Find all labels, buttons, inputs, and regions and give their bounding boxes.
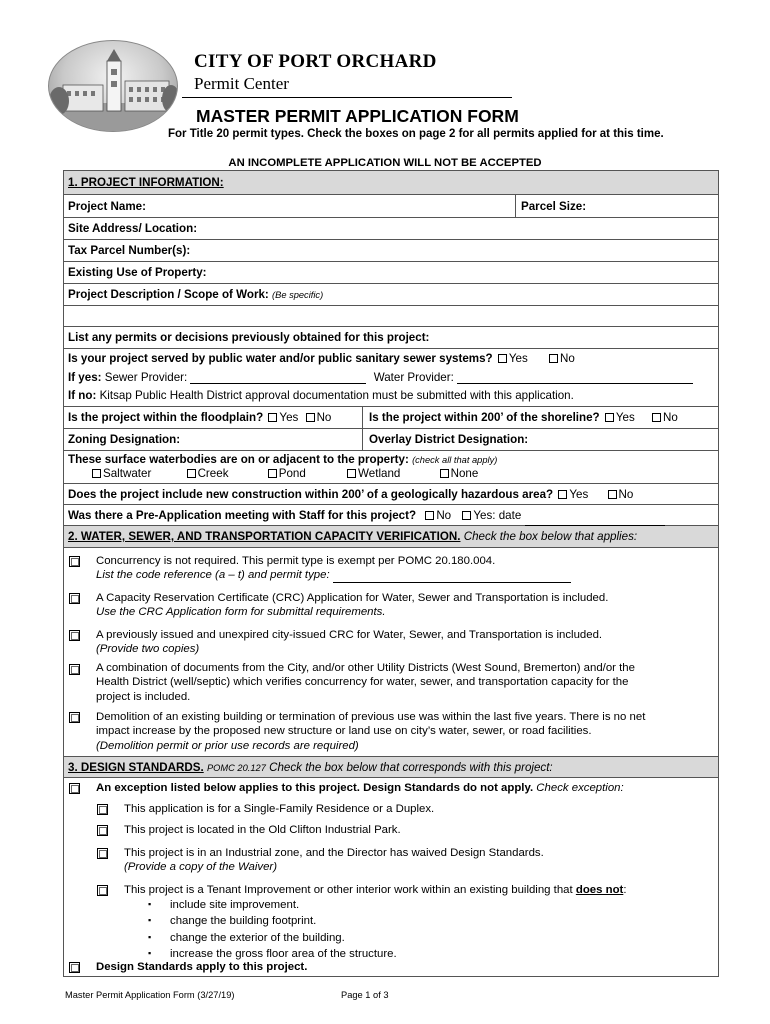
concurrency-exempt-text: Concurrency is not required. This permit type is exempt per POMC 20.180.004. List the code reference (a – t) and permit type:	[96, 554, 571, 583]
none-checkbox[interactable]	[440, 469, 449, 478]
list-item: ▪ include site improvement.	[148, 897, 397, 913]
section-1-heading: 1. PROJECT INFORMATION:	[64, 171, 718, 195]
project-name-label: Project Name:	[68, 200, 146, 213]
form-title: MASTER PERMIT APPLICATION FORM	[196, 106, 519, 126]
old-clifton-text: This project is located in the Old Clifton Industrial Park.	[124, 824, 401, 836]
form-subtitle: For Title 20 permit types. Check the boxes on page 2 for all permits applied for at this time.	[168, 128, 664, 140]
footer-form-version: Master Permit Application Form (3/27/19)	[65, 990, 235, 1000]
saltwater-checkbox[interactable]	[92, 469, 101, 478]
exception-checkbox[interactable]	[69, 783, 80, 794]
single-family-checkbox[interactable]	[97, 804, 108, 815]
list-item: ▪ increase the gross floor area of the structure.	[148, 946, 397, 962]
geohazard-row: Does the project include new construction within 200’ of a geologically hazardous area? Yes No	[64, 484, 718, 505]
section-3-heading: 3. DESIGN STANDARDS. POMC 20.127 Check the box below that corresponds with this project:	[64, 756, 718, 778]
footer-page-number: Page 1 of 3	[341, 990, 389, 1000]
overlay-district-label[interactable]: Overlay District Designation:	[369, 433, 529, 446]
demolition-text: Demolition of an existing building or termination of previous use was within the last five years. There is no net impact increase by the proposed new structure or land use on city’s water, sewer, or road facilities. (Demolition permit or prior use records are required)	[96, 711, 646, 752]
water-no-checkbox[interactable]	[549, 354, 558, 363]
crc-application-checkbox[interactable]	[69, 593, 80, 604]
tenant-improvement-conditions	[148, 897, 397, 963]
exception-text: An exception listed below applies to this project. Design Standards do not apply. Check exception:	[96, 782, 624, 794]
crc-application-text: A Capacity Reservation Certificate (CRC) Application for Water, Sewer and Transportation is included. Use the CRC Application form for submittal requirements.	[96, 592, 609, 619]
water-provider-field[interactable]	[457, 373, 693, 384]
pond-checkbox[interactable]	[268, 469, 277, 478]
shoreline-yes-checkbox[interactable]	[605, 413, 614, 422]
geohazard-no-checkbox[interactable]	[608, 490, 617, 499]
tenant-improvement-checkbox[interactable]	[97, 885, 108, 896]
code-reference-field[interactable]	[333, 572, 571, 583]
shoreline-question: Is the project within 200’ of the shoreline? Yes No	[369, 411, 678, 424]
tax-parcel-row[interactable]: Tax Parcel Number(s):	[64, 240, 718, 262]
concurrency-exempt-checkbox[interactable]	[69, 556, 80, 567]
combination-documents-text: A combination of documents from the City, and/or other Utility Districts (West Sound, Bremerton) and/or the Health District (well/septic) which verifies concurrency for water, sewer, and transportation capacity for the project is included.	[96, 662, 635, 703]
parcel-size-label[interactable]: Parcel Size:	[521, 200, 587, 213]
site-address-row[interactable]: Site Address/ Location:	[64, 218, 718, 240]
sewer-provider-field[interactable]	[190, 373, 366, 384]
old-clifton-checkbox[interactable]	[97, 825, 108, 836]
existing-use-row[interactable]: Existing Use of Property:	[64, 262, 718, 284]
project-name-row[interactable]	[64, 195, 718, 218]
city-hall-logo	[48, 40, 178, 132]
incomplete-notice: AN INCOMPLETE APPLICATION WILL NOT BE ACCEPTED	[228, 157, 542, 169]
previous-permits-row[interactable]: List any permits or decisions previously obtained for this project:	[64, 327, 718, 349]
description-entry-row[interactable]	[64, 306, 718, 327]
water-yes-checkbox[interactable]	[498, 354, 507, 363]
tenant-improvement-text: This project is a Tenant Improvement or other interior work within an existing building that does not:	[124, 884, 627, 896]
existing-crc-text: A previously issued and unexpired city-issued CRC for Water, Sewer, and Transportation is included. (Provide two copies)	[96, 629, 603, 656]
list-item: ▪ change the exterior of the building.	[148, 930, 397, 946]
section-2-heading: 2. WATER, SEWER, AND TRANSPORTATION CAPACITY VERIFICATION. Check the box below that applies:	[64, 526, 718, 548]
existing-crc-checkbox[interactable]	[69, 630, 80, 641]
design-standards-apply-checkbox[interactable]	[69, 962, 80, 973]
waterbodies-row: These surface waterbodies are on or adjacent to the property: (check all that apply) Saltwater Creek Pond Wetland None	[64, 451, 718, 484]
geohazard-yes-checkbox[interactable]	[558, 490, 567, 499]
list-item: ▪ change the building footprint.	[148, 913, 397, 929]
permit-center-subtitle: Permit Center	[194, 74, 289, 93]
creek-checkbox[interactable]	[187, 469, 196, 478]
preapp-yes-checkbox[interactable]	[462, 511, 471, 520]
floodplain-yes-checkbox[interactable]	[268, 413, 277, 422]
wetland-checkbox[interactable]	[347, 469, 356, 478]
combination-documents-checkbox[interactable]	[69, 664, 80, 675]
industrial-waiver-text: This project is in an Industrial zone, and the Director has waived Design Standards. (Provide a copy of the Waiver)	[124, 847, 544, 874]
description-row[interactable]: Project Description / Scope of Work: (Be specific)	[64, 284, 718, 306]
preapp-row: Was there a Pre-Application meeting with Staff for this project? No Yes: date	[64, 505, 718, 526]
water-sewer-block: Is your project served by public water and/or public sanitary sewer systems? Yes No If yes: Sewer Provider: Water Provider: If no: Kitsap Public Health District approval documentation must be submitted with this application.	[64, 349, 718, 407]
preapp-no-checkbox[interactable]	[425, 511, 434, 520]
demolition-checkbox[interactable]	[69, 712, 80, 723]
shoreline-no-checkbox[interactable]	[652, 413, 661, 422]
zoning-row[interactable]: Zoning Designation:	[64, 429, 718, 451]
application-table	[63, 170, 719, 977]
header-divider	[182, 97, 512, 98]
preapp-date-field[interactable]	[525, 515, 665, 526]
floodplain-no-checkbox[interactable]	[306, 413, 315, 422]
floodplain-row: Is the project within the floodplain? Yes No	[64, 407, 718, 429]
industrial-waiver-checkbox[interactable]	[97, 848, 108, 859]
single-family-text: This application is for a Single-Family Residence or a Duplex.	[124, 803, 435, 815]
design-standards-apply-text: Design Standards apply to this project.	[96, 961, 308, 973]
city-title: CITY OF PORT ORCHARD	[194, 51, 437, 72]
